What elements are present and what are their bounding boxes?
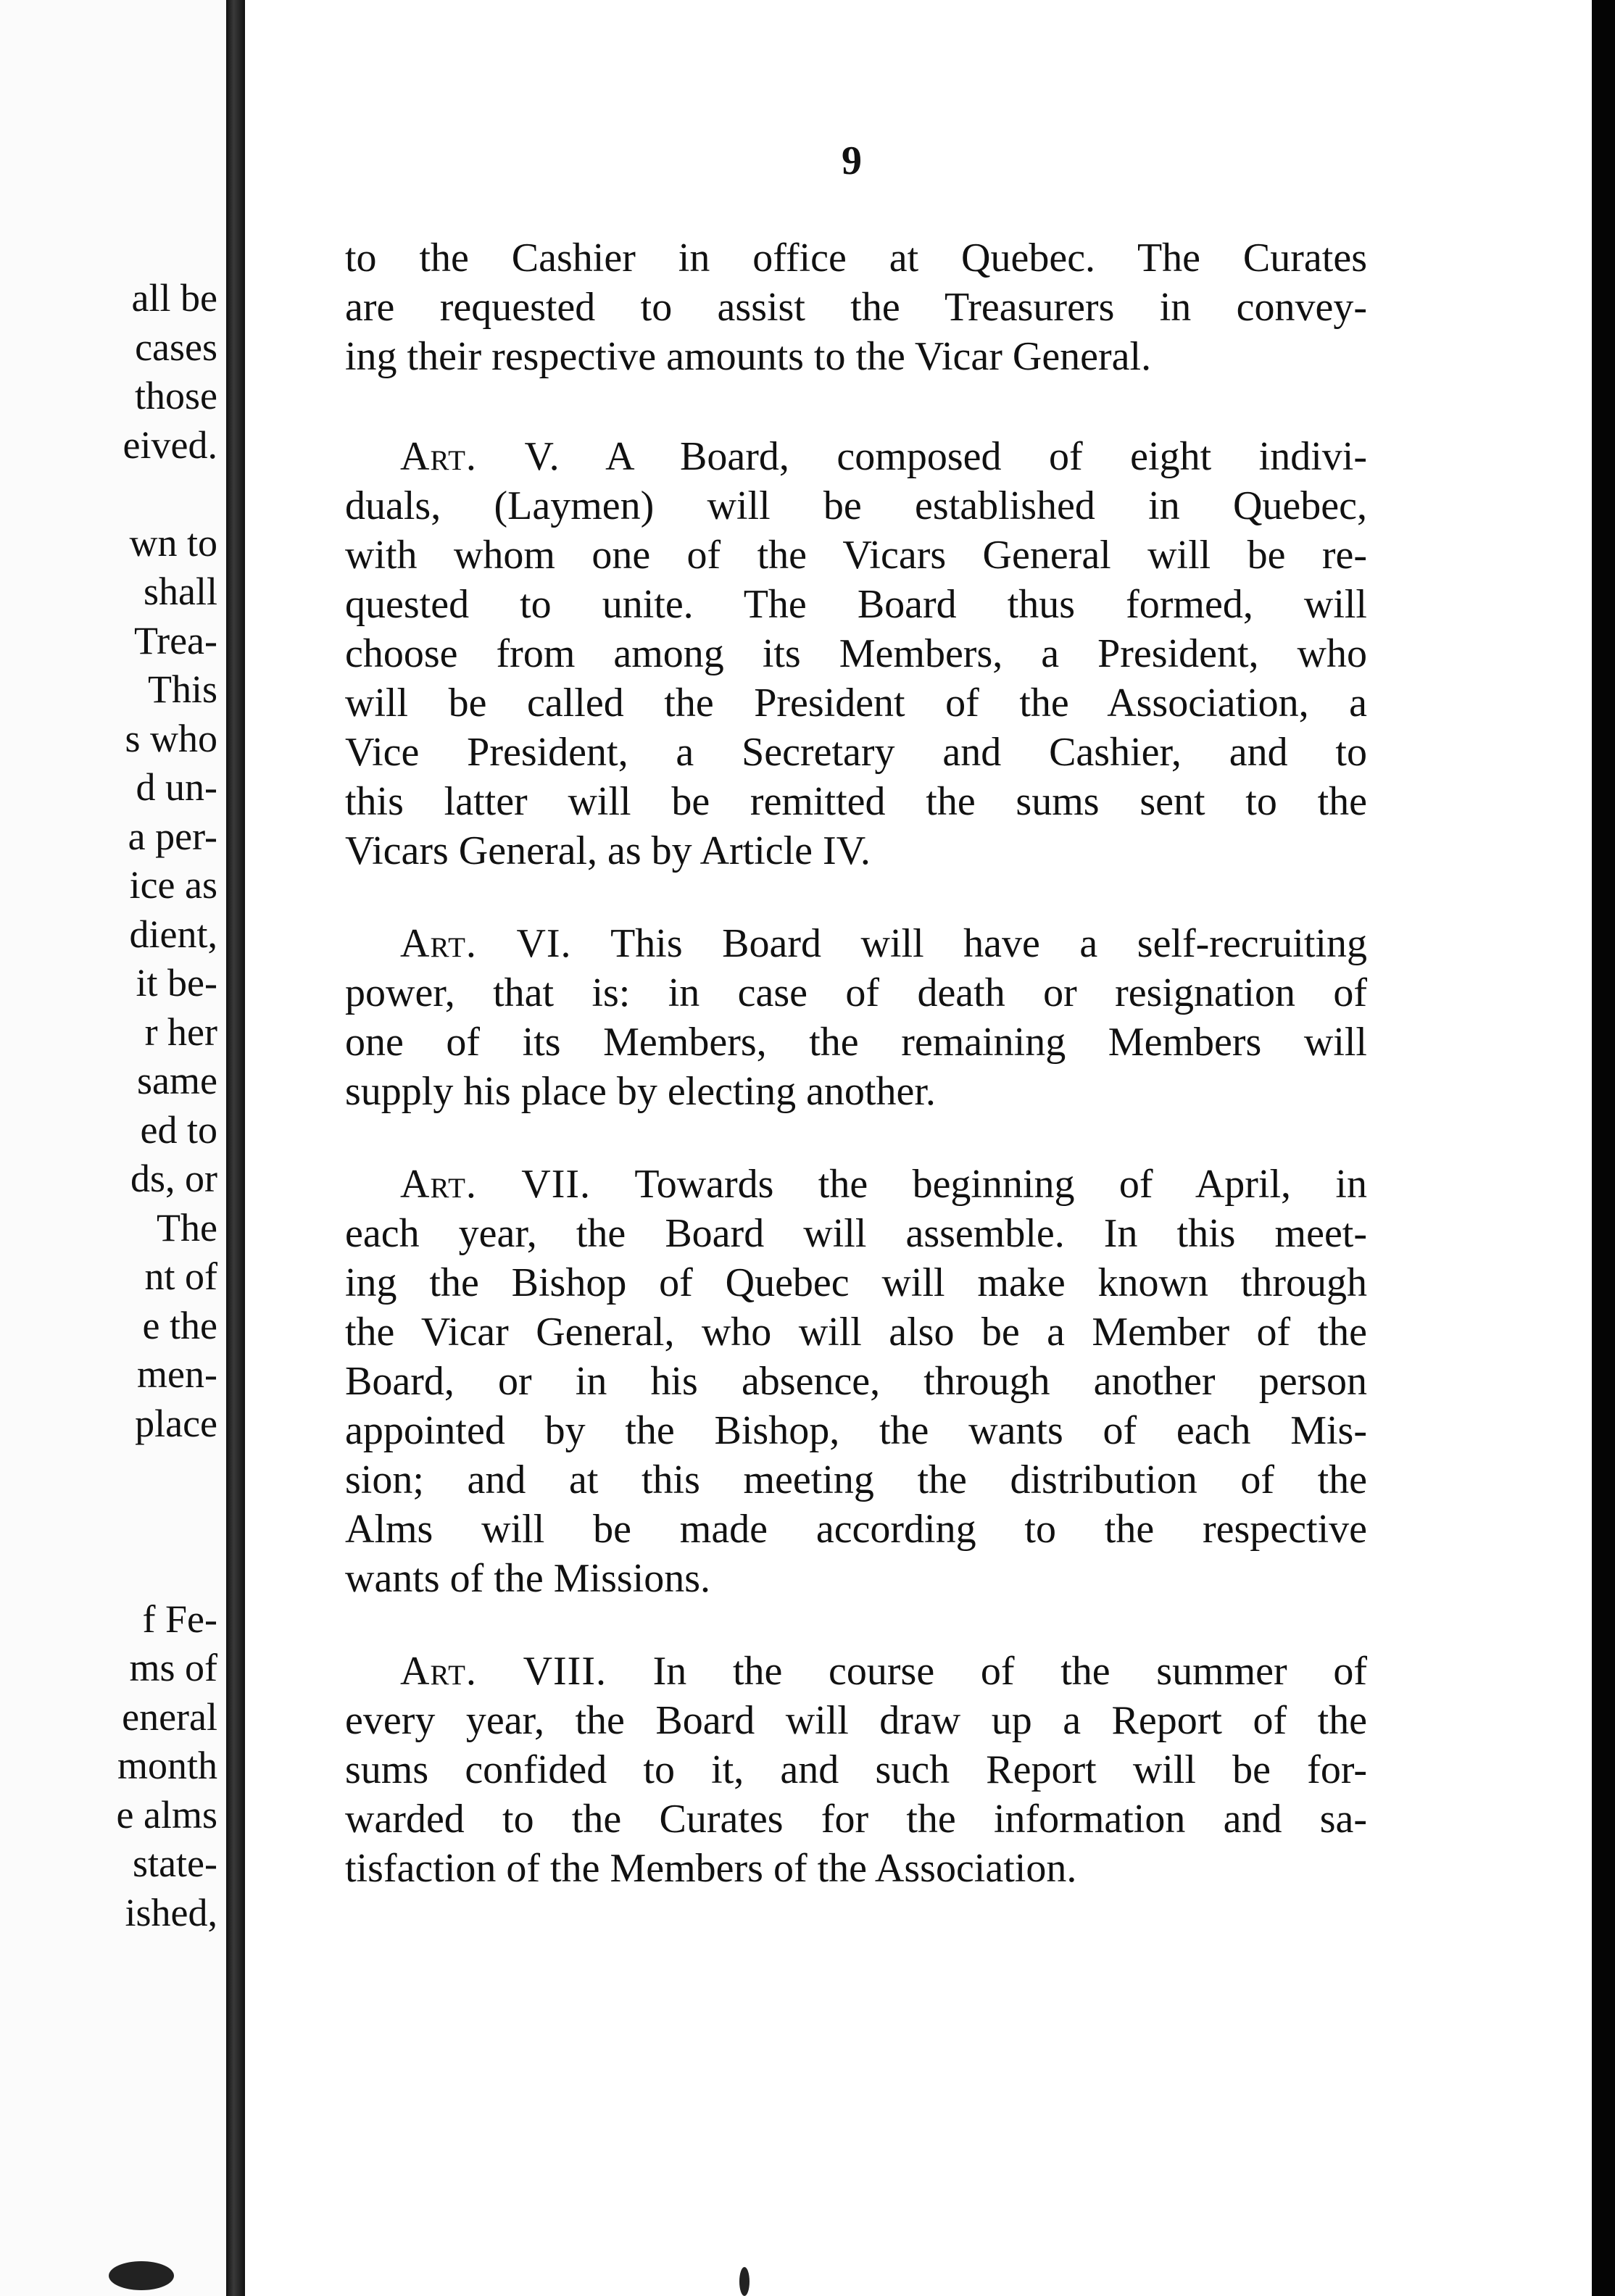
left-page-line: nt of — [144, 1255, 217, 1298]
line-text: appointed by the Bishop, the wants of each Mis- — [345, 1408, 1367, 1453]
left-page-line: wn to — [129, 520, 217, 565]
text-line — [345, 1505, 1367, 1554]
text-line — [345, 233, 1367, 283]
text-line — [345, 481, 1367, 531]
left-page-line: state- — [133, 1842, 217, 1885]
text-line — [345, 1160, 1367, 1209]
line-text: ing the Bishop of Quebec will make known through — [345, 1260, 1367, 1305]
line-text: quested to unite. The Board thus formed, will — [345, 582, 1367, 627]
text-line — [345, 1844, 1367, 1893]
left-page-line: those — [135, 374, 217, 417]
left-page-line: eneral — [122, 1694, 217, 1739]
text-line — [345, 1794, 1367, 1844]
left-page-line: ms of — [129, 1646, 217, 1689]
left-page-line: f Fe- — [142, 1597, 217, 1641]
left-page-line: ice as — [129, 863, 217, 907]
line-text: A Board, composed of eight indivi- — [605, 434, 1368, 479]
text-line — [345, 678, 1367, 728]
left-page-line: ished, — [125, 1890, 217, 1934]
left-page-line: e alms — [116, 1792, 217, 1837]
text-line — [345, 1696, 1367, 1745]
article-paragraph — [345, 432, 1367, 875]
text-line — [345, 332, 1367, 381]
paragraph-continuation — [345, 233, 1367, 381]
article-label: Art. VII. — [400, 1162, 591, 1207]
text-line — [345, 1455, 1367, 1505]
left-page-line: ed to — [140, 1107, 217, 1152]
text-line — [345, 580, 1367, 629]
book-gutter — [226, 0, 245, 2296]
line-text: warded to the Curates for the information and sa- — [345, 1797, 1367, 1842]
article-label: Art. VI. — [400, 921, 572, 966]
text-line — [345, 1258, 1367, 1307]
line-text: each year, the Board will assemble. In this meet- — [345, 1211, 1367, 1256]
left-page-line: e the — [142, 1303, 217, 1347]
line-text: Board, or in his absence, through another person — [345, 1359, 1367, 1404]
left-page-line: s who — [125, 716, 217, 760]
left-page-line: same — [137, 1059, 217, 1102]
line-text: every year, the Board will draw up a Report of the — [345, 1698, 1367, 1743]
article-paragraph — [345, 1160, 1367, 1603]
line-text: choose from among its Members, a President, who — [345, 631, 1367, 676]
text-line — [345, 629, 1367, 678]
line-text: are requested to assist the Treasurers in convey- — [345, 285, 1367, 330]
left-page-line: month — [117, 1744, 217, 1787]
line-text: duals, (Laymen) will be established in Quebec, — [345, 483, 1367, 528]
left-page-line: ds, or — [130, 1157, 217, 1200]
line-text: to the Cashier in office at Quebec. The Curates — [345, 236, 1367, 280]
article-paragraph — [345, 919, 1367, 1116]
line-text: sion; and at this meeting the distribution of the — [345, 1457, 1367, 1502]
left-page-line: This — [147, 667, 217, 711]
text-line — [345, 1018, 1367, 1067]
text-line — [345, 1307, 1367, 1357]
article-paragraph — [345, 1647, 1367, 1893]
text-line — [345, 826, 1367, 875]
left-page-line: d un- — [136, 765, 217, 809]
left-page-line: eived. — [123, 423, 217, 467]
text-line — [345, 1357, 1367, 1406]
article-label: Art. V. — [400, 434, 560, 479]
text-line — [345, 1647, 1367, 1696]
line-text: ing their respective amounts to the Vicar General. — [345, 334, 1152, 379]
line-text: Vicars General, as by Article IV. — [345, 828, 871, 873]
line-text: with whom one of the Vicars General will be re- — [345, 533, 1367, 578]
line-text: this latter will be remitted the sums sent to the — [345, 779, 1367, 824]
text-line — [345, 777, 1367, 826]
article-label: Art. VIII. — [400, 1649, 607, 1694]
text-line — [345, 1745, 1367, 1794]
bottom-smudge — [109, 2261, 174, 2290]
left-page-line: all be — [131, 276, 217, 320]
line-text: This Board will have a self-recruiting — [610, 921, 1367, 966]
text-line — [345, 968, 1367, 1018]
left-facing-page — [0, 0, 226, 2296]
bottom-smudge-small — [739, 2267, 750, 2296]
left-page-line: dient, — [129, 912, 217, 956]
line-text: one of its Members, the remaining Members will — [345, 1020, 1367, 1065]
left-page-line: place — [135, 1401, 217, 1445]
line-text: supply his place by electing another. — [345, 1069, 936, 1114]
left-page-line: men- — [137, 1352, 217, 1396]
line-text: power, that is: in case of death or resignation of — [345, 970, 1367, 1015]
line-text: will be called the President of the Association, a — [345, 681, 1367, 725]
line-text: In the course of the summer of — [652, 1649, 1368, 1694]
left-page-line: The — [157, 1205, 217, 1249]
line-text: wants of the Missions. — [345, 1556, 710, 1601]
left-page-line: Trea- — [134, 618, 217, 662]
text-line — [345, 919, 1367, 968]
text-line — [345, 432, 1367, 481]
page-body — [345, 233, 1367, 1937]
line-text: Alms will be made according to the respective — [345, 1507, 1367, 1552]
left-page-line: r her — [144, 1010, 217, 1054]
line-text: Towards the beginning of April, in — [634, 1162, 1367, 1207]
text-line — [345, 1067, 1367, 1116]
text-line — [345, 531, 1367, 580]
right-page-edge — [1592, 0, 1615, 2296]
text-line — [345, 728, 1367, 777]
line-text: Vice President, a Secretary and Cashier, and to — [345, 730, 1367, 775]
line-text: tisfaction of the Members of the Association. — [345, 1846, 1077, 1891]
text-line — [345, 1209, 1367, 1258]
left-page-line: it be- — [136, 961, 217, 1004]
line-text: sums confided to it, and such Report will be for- — [345, 1747, 1367, 1792]
line-text: the Vicar General, who will also be a Member of the — [345, 1310, 1367, 1355]
text-line — [345, 1554, 1367, 1603]
left-page-line: a per- — [128, 814, 217, 858]
page-number: 9 — [842, 138, 862, 183]
text-line — [345, 283, 1367, 332]
text-line — [345, 1406, 1367, 1455]
left-page-line: shall — [144, 570, 217, 613]
left-page-line: cases — [135, 325, 217, 369]
